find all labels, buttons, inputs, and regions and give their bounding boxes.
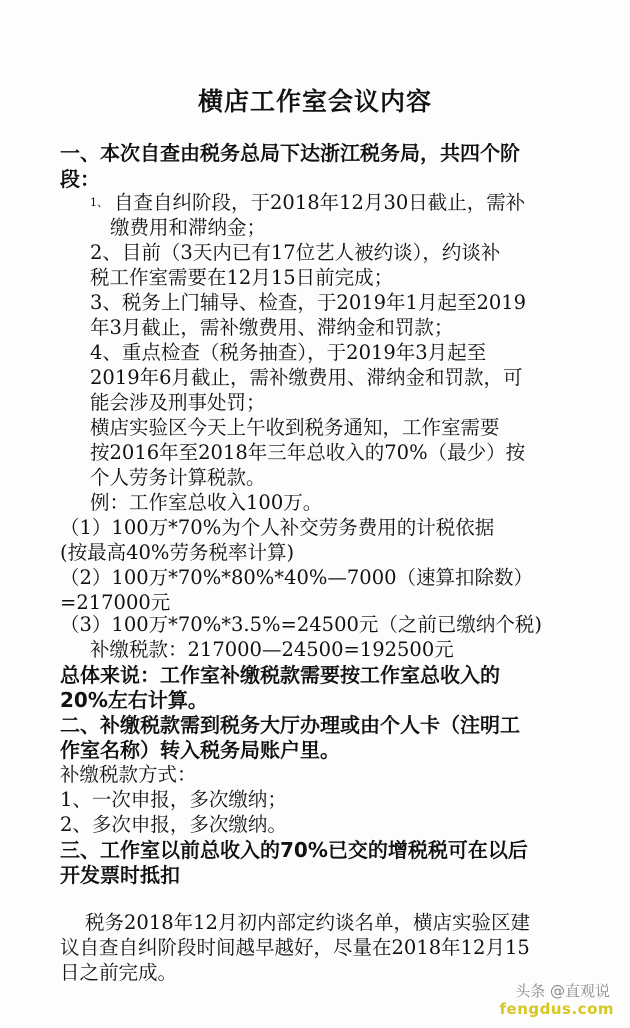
example-step-1-line-2: (按最高40%劳务税率计算) (60, 541, 295, 564)
stage-1-number: 1、 (90, 196, 108, 209)
stage-4-line-2: 2019年6月截止，需补缴费用、滞纳金和罚款，可 (90, 366, 523, 389)
stage-3-line-2: 年3月截止，需补缴费用、滞纳金和罚款； (90, 316, 454, 339)
stage-2-line-2: 税工作室需要在12月15日前完成； (90, 266, 394, 289)
section-1-heading-line-1: 一、本次自查由税务总局下达浙江税务局，共四个阶 (60, 141, 520, 165)
notice-line-2: 按2016年至2018年三年总收入的70%（最少）按 (90, 441, 526, 464)
example-step-3: （3）100万*70%*3.5%=24500元（之前已缴纳个税) (60, 613, 542, 636)
section-2-heading-line-2: 作室名称）转入税务局账户里。 (60, 738, 340, 762)
watermark-source-label: 头条 @直观说 (515, 982, 610, 1000)
payment-methods-heading: 补缴税款方式： (60, 763, 197, 786)
stage-4-line-3: 能会涉及刑事处罚； (90, 391, 266, 414)
closing-paragraph-line-1: 税务2018年12月初内部定约谈名单，横店实验区建 (85, 911, 530, 934)
example-heading: 例：工作室总收入100万。 (90, 491, 323, 514)
section-3-heading-line-1: 三、工作室以前总收入的70%已交的增税税可在以后 (60, 838, 528, 862)
example-step-1-line-1: （1）100万*70%为个人补交劳务费用的计税依据 (60, 516, 495, 539)
example-step-2-line-1: （2）100万*70%*80%*40%—7000（速算扣除数） (60, 566, 534, 589)
notice-line-1: 横店实验区今天上午收到税务通知，工作室需要 (90, 416, 500, 439)
notice-line-3: 个人劳务计算税款。 (90, 466, 266, 489)
stage-1-line-1 (90, 190, 525, 216)
example-total: 补缴税款：217000—24500=192500元 (90, 638, 454, 661)
summary-line-2: 20%左右计算。 (60, 688, 208, 712)
document-title: 横店工作室会议内容 (197, 87, 432, 116)
closing-paragraph-line-3: 日之前完成。 (60, 961, 178, 984)
section-2-heading-line-1: 二、补缴税款需到税务大厅办理或由个人卡（注明工 (60, 713, 520, 737)
section-1-heading-line-2: 段： (60, 167, 100, 191)
stage-2-line-1: 2、目前（3天内已有17位艺人被约谈），约谈补 (90, 241, 501, 264)
stage-1-text: 自查自纠阶段，于2018年12月30日截止，需补 (114, 191, 526, 214)
payment-method-1: 1、一次申报，多次缴纳； (60, 788, 287, 811)
watermark (468, 980, 618, 1020)
payment-method-2: 2、多次申报，多次缴纳。 (60, 813, 287, 836)
watermark-site-label: fengdus.com (499, 1000, 614, 1018)
section-3-heading-line-2: 开发票时抵扣 (60, 863, 180, 887)
closing-paragraph-line-2: 议自查自纠阶段时间越早越好，尽量在2018年12月15 (60, 936, 530, 959)
stage-3-line-1: 3、税务上门辅导、检查，于2019年1月起至2019 (90, 291, 527, 314)
example-step-2-line-2: =217000元 (60, 591, 171, 614)
stage-4-line-1: 4、重点检查（税务抽查），于2019年3月起至 (90, 341, 487, 364)
stage-1-line-2: 缴费用和滞纳金； (110, 216, 267, 239)
summary-line-1: 总体来说：工作室补缴税款需要按工作室总收入的 (60, 663, 500, 687)
